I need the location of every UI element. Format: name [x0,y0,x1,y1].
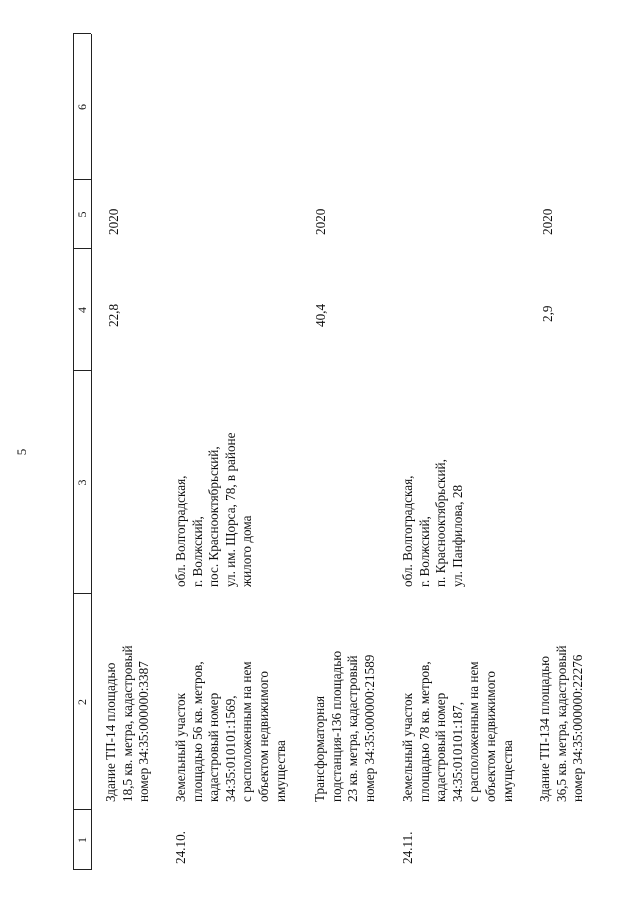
rotated-document-page [14,34,620,870]
table-cell-year: 2020 [540,208,555,235]
table-cell-object-name: Здание ТП-134 площадью 36,5 кв. метра, кадастровый номер 34:35:000000:22276 [537,645,586,802]
table-cell-year: 2020 [106,208,121,235]
table-cell-area: 40,4 [313,303,328,327]
table-cell-object-name: Земельный участок площадью 78 кв. метров, кадастровый номер 34:35:010101:187, с расположенным на нем объектом недвижимого имущества [400,661,515,802]
column-number-3: 3 [75,479,89,486]
column-number-5: 5 [75,211,89,218]
table-cell-address: обл. Волгоградская, г. Волжский, пос. Краснооктябрьский, ул. им. Щорса, 78, в районе жилого дома [173,432,255,587]
page-number: 5 [14,448,29,456]
table-cell-object-name: Трансформаторная подстанция-136 площадью 23 кв. метра, кадастровый номер 34:35:000000:21589 [312,650,377,802]
column-number-6: 6 [75,104,89,110]
table-cell-row-number: 24.10. [173,831,188,864]
table-cell-object-name: Земельный участок площадью 56 кв. метров, кадастровый номер 34:35:010101:1569, с расположенным на нем объектом недвижимого имущества [173,661,288,802]
table-cell-year: 2020 [313,208,328,235]
table-cell-object-name: Здание ТП-14 площадью 18,5 кв. метра, кадастровый номер 34:35:000000:3387 [103,645,152,802]
column-number-1: 1 [75,837,89,843]
table-cell-area: 22,8 [106,303,121,327]
column-number-4: 4 [75,307,89,313]
table-header-bottom-border [91,34,92,870]
table-cell-row-number: 24.11. [400,831,415,864]
column-number-2: 2 [75,699,89,705]
table-cell-area: 2,9 [540,305,555,322]
table-cell-address: обл. Волгоградская, г. Волжский, п. Краснооктябрьский, ул. Панфилова, 28 [400,459,465,587]
